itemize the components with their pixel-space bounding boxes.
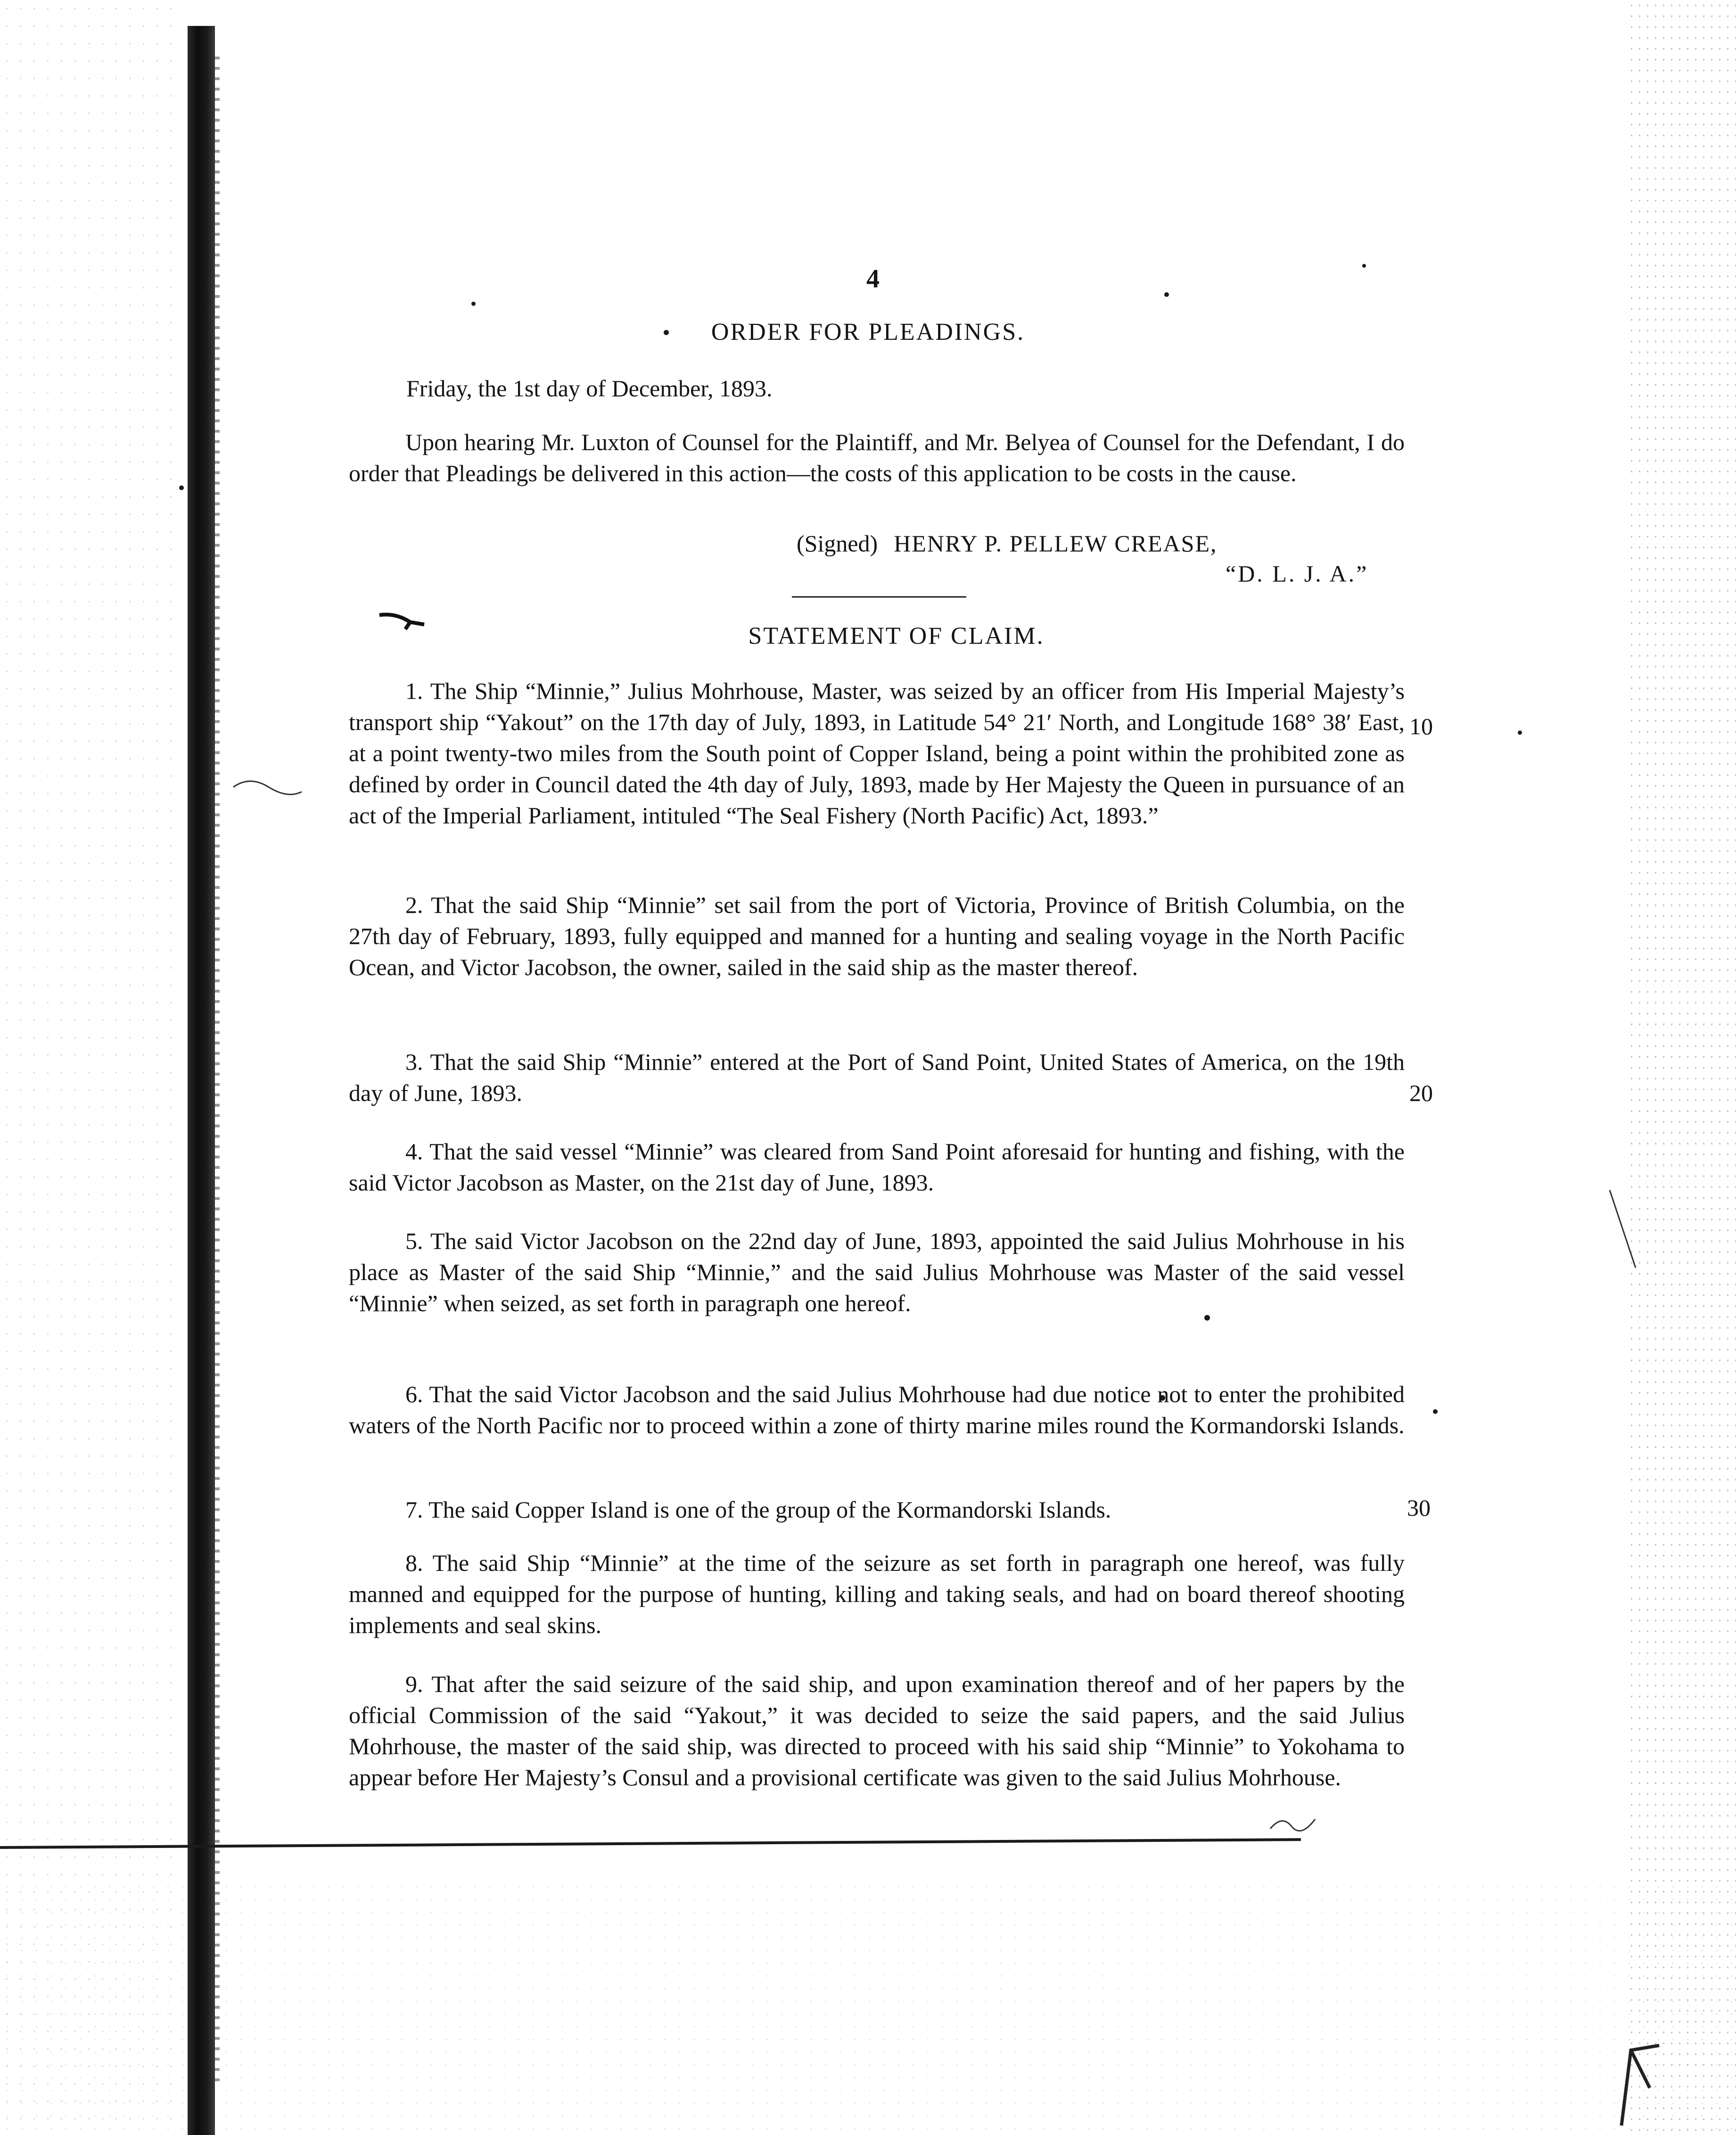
pen-mark-slash [1607,1188,1640,1273]
claim-paragraph-7: 7. The said Copper Island is one of the group of the Kormandorski Islands. [405,1496,1111,1523]
pen-mark-corner [1617,2036,1673,2130]
line-number-30: 30 [1407,1494,1431,1521]
claim-paragraph-2: 2. That the said Ship “Minnie” set sail from the port of Victoria, Province of British Columbia, on the 27th day of February, 1893, fully equipped and manned for a hunting and sealing voyage in the North Pacific Ocean, and Victor Jacobson, the owner, sailed in the said ship as the master thereof. [349,892,1405,980]
order-body: Upon hearing Mr. Luxton of Counsel for the Plaintiff, and Mr. Belyea of Counsel for the Defendant, I do order that Pleadings be delivered in this action—the costs of this application to be costs in the cause. [349,429,1405,486]
scan-noise-bottom [0,1880,1736,2135]
claim-paragraph-3: 3. That the said Ship “Minnie” entered at the Port of Sand Point, United States of America, on the 19th day of June, 1893. [349,1049,1405,1106]
scan-speck [471,302,476,306]
signature-block [797,527,1218,560]
claim-heading: STATEMENT OF CLAIM. [748,623,1045,649]
signature-rule [792,596,966,598]
claim-paragraph-1: 1. The Ship “Minnie,” Julius Mohrhouse, Master, was seized by an officer from His Imperial Majesty’s transport ship “Yakout” on the 17th day of July, 1893, in Latitude 54° 21′ North, and Longitude 168° 38′ East, at a point twenty-two miles from the South point of Copper Island, being a point within the prohibited zone as defined by order in Council dated the 4th day of July, 1893, made by Her Majesty the Queen in pursuance of an act of the Imperial Parliament, intituled “The Seal Fishery (North Pacific) Act, 1893.” [349,678,1405,829]
scan-speck [1433,1409,1438,1414]
scan-speck [1362,264,1366,268]
line-number-10: 10 [1409,713,1433,739]
claim-paragraph-8: 8. The said Ship “Minnie” at the time of the seizure as set forth in paragraph one hereof, was fully manned and equipped for the purpose of hunting, killing and taking seals, and had on board thereof shooting implements and seal skins. [349,1550,1405,1638]
claim-paragraph-9: 9. That after the said seizure of the said ship, and upon examination thereof and of her papers by the official Commission of the said “Yakout,” it was decided to seize the said papers, and the said Julius Mohrhouse, the master of the said ship, was directed to proceed with his said ship “Minnie” to Yokohama to appear before Her Majesty’s Consul and a provisional certificate was given to the said Julius Mohrhouse. [349,1671,1405,1790]
signature-title: “D. L. J. A.” [1226,560,1369,587]
pen-mark-squiggle [1268,1810,1325,1838]
order-heading: ORDER FOR PLEADINGS. [711,319,1025,345]
signature-name: HENRY P. PELLEW CREASE, [894,530,1218,557]
scan-speck [179,485,184,490]
scan-speck [1164,292,1169,297]
claim-paragraph-4: 4. That the said vessel “Minnie” was cleared from Sand Point aforesaid for hunting and fishing, with the said Victor Jacobson as Master, on the 21st day of June, 1893. [349,1138,1405,1196]
claim-paragraph-6: 6. That the said Victor Jacobson and the said Julius Mohrhouse had due notice not to enter the prohibited waters of the North Pacific nor to proceed within a zone of thirty marine miles round the Kormandorski Islands. [349,1381,1405,1438]
signature-prefix: (Signed) [797,530,878,557]
binding-fringe [215,57,220,2083]
line-number-20: 20 [1409,1080,1433,1106]
claim-paragraph-5: 5. The said Victor Jacobson on the 22nd day of June, 1893, appointed the said Julius Mohrhouse in his place as Master of the said Ship “Minnie,” and the said Julius Mohrhouse was Master of the said vessel “Minnie” when seized, as set forth in paragraph one hereof. [349,1228,1405,1316]
page-number: 4 [866,264,880,294]
scan-speck [1518,731,1522,735]
order-date: Friday, the 1st day of December, 1893. [406,375,773,402]
pen-mark-tilde [231,773,306,801]
